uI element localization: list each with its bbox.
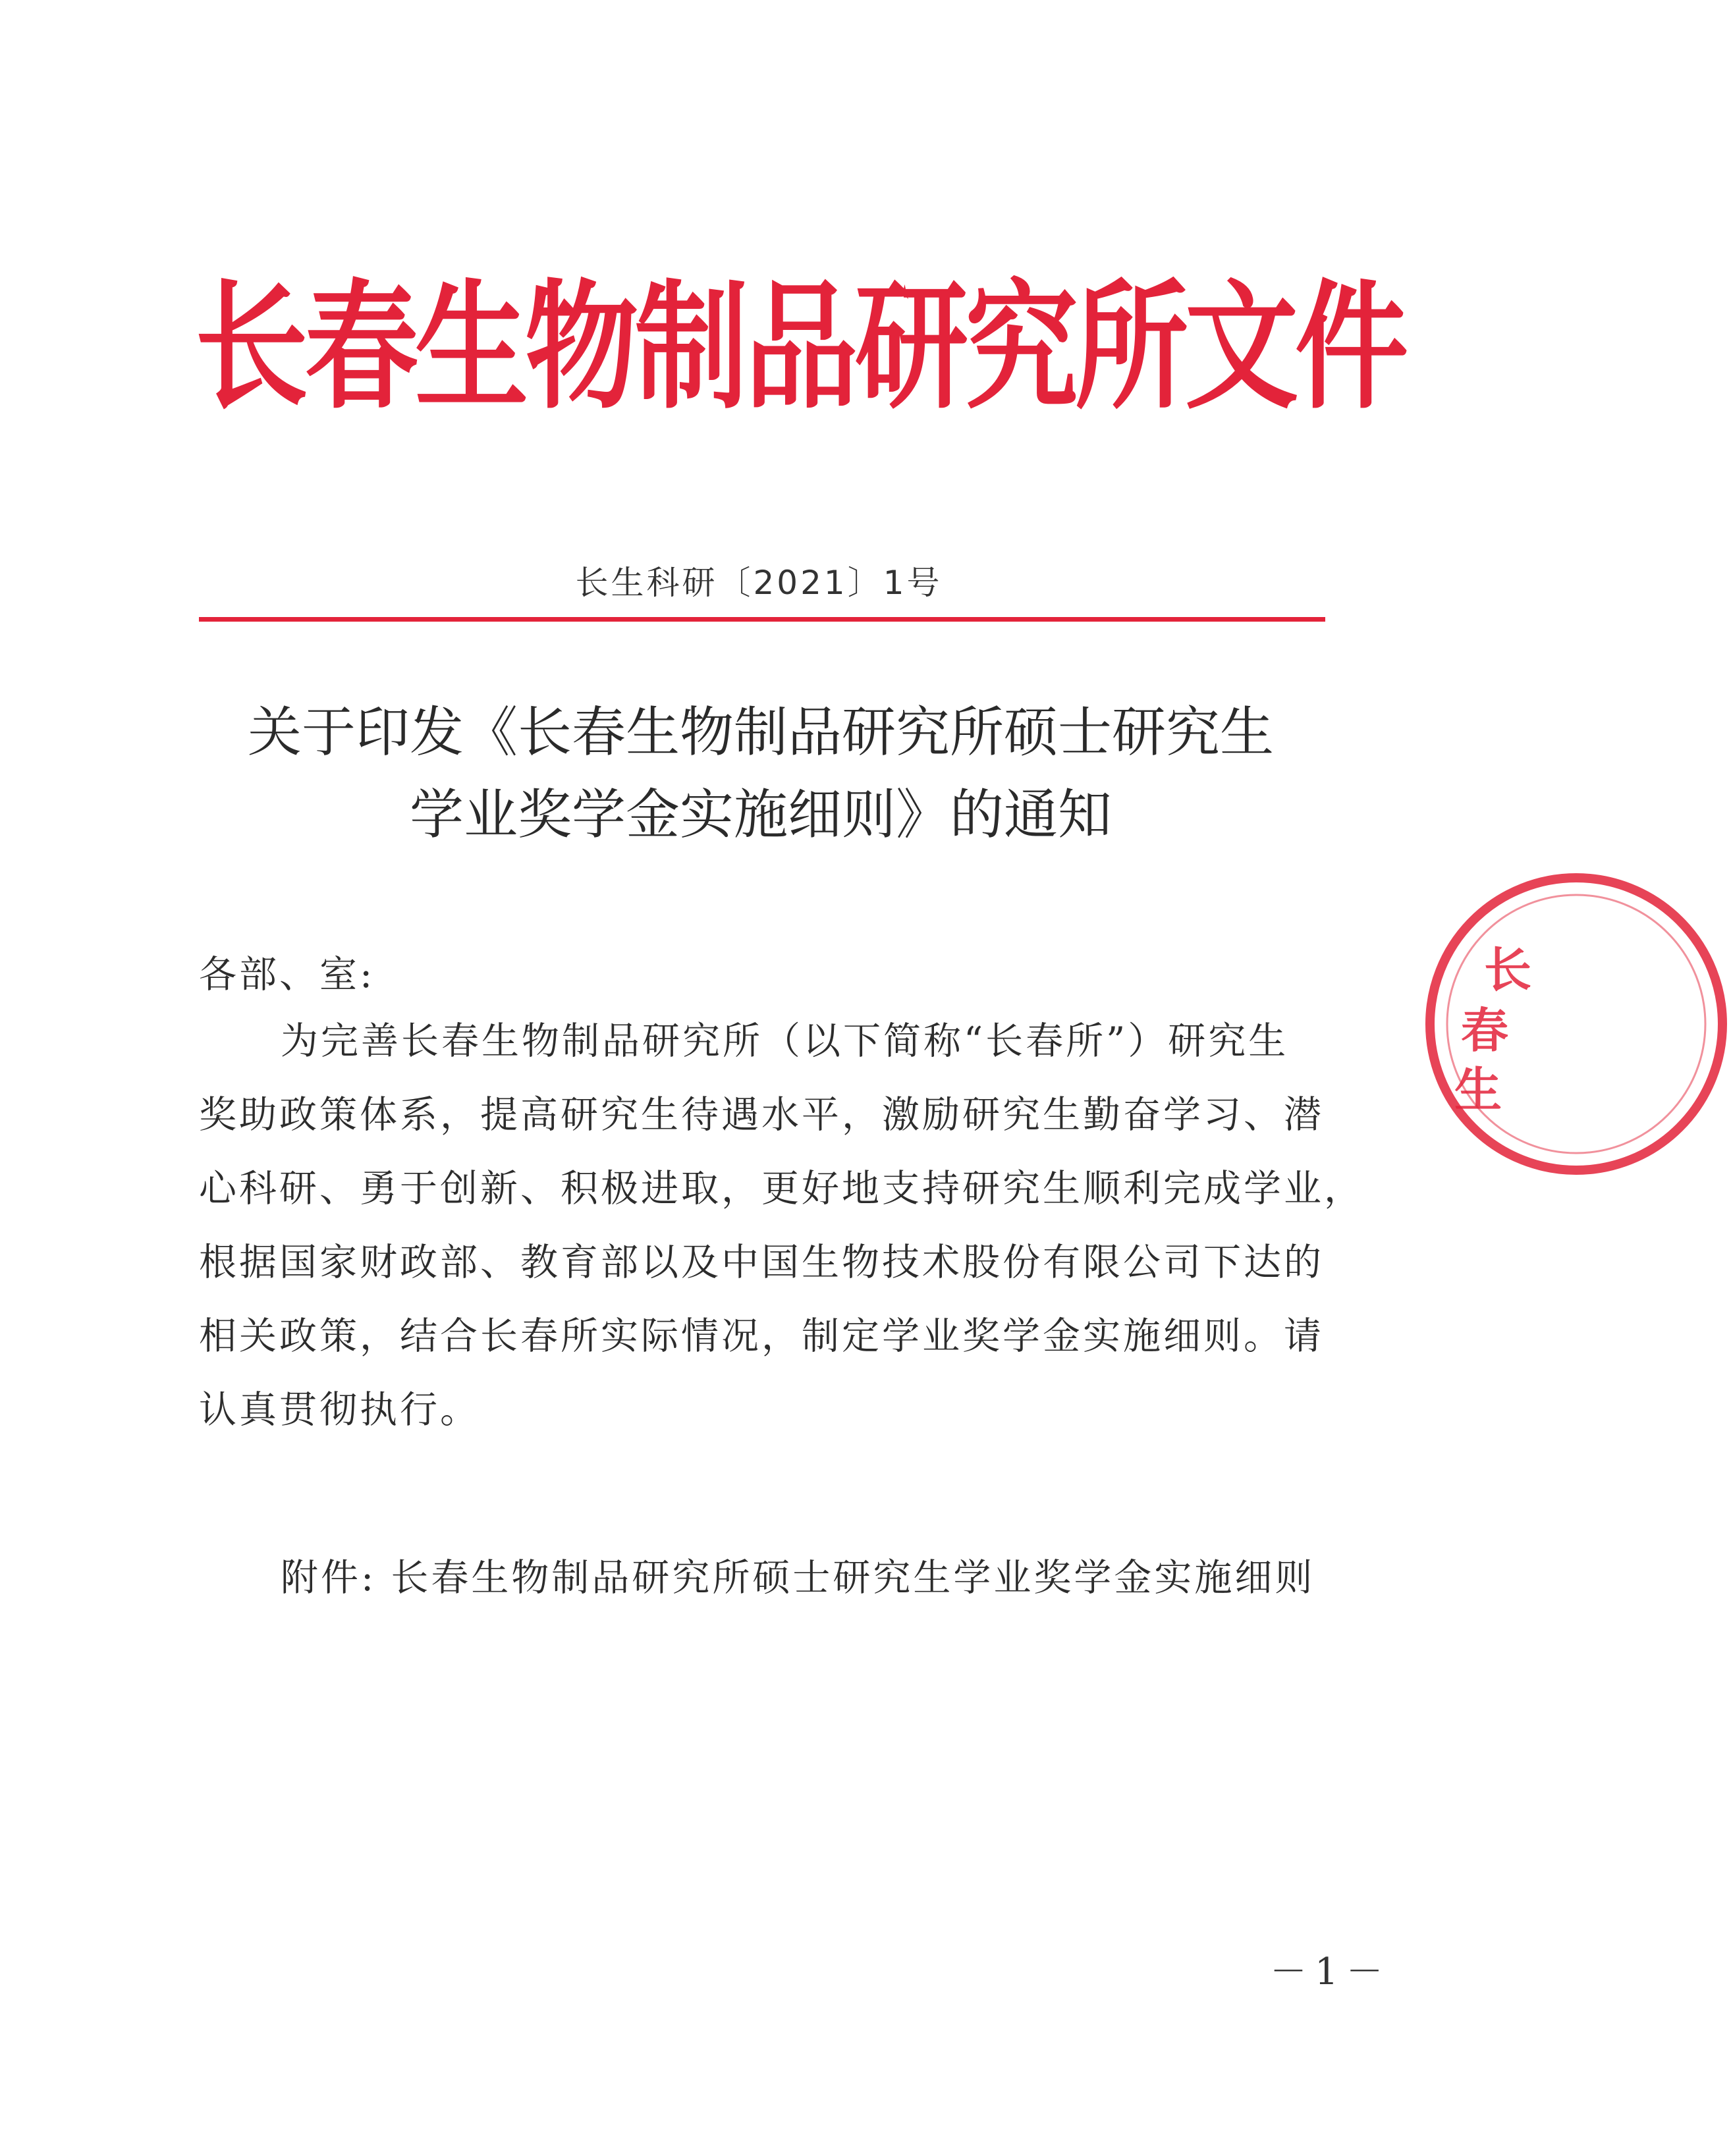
red-divider-line: [199, 617, 1325, 622]
paragraph-line: 根据国家财政部、教育部以及中国生物技术股份有限公司下达的: [199, 1241, 1324, 1284]
document-number: 长生科研〔2021〕1号: [575, 564, 943, 602]
document-title: [171, 691, 1350, 856]
svg-text:长: 长: [1484, 942, 1532, 998]
title-line-1: 关于印发《长春生物制品研究所硕士研究生: [247, 701, 1274, 764]
page-number: －1－: [1270, 1951, 1391, 1993]
title-line-2: 学业奖学金实施细则》的通知: [409, 784, 1112, 846]
paragraph-line: 为完善长春生物制品研究所（以下简称“长春所”）研究生: [281, 1019, 1289, 1063]
svg-text:生: 生: [1454, 1062, 1502, 1118]
body-paragraph: [199, 1004, 1365, 1447]
paragraph-line: 认真贯彻执行。: [199, 1388, 480, 1432]
paragraph-line: 心科研、勇于创新、积极进取，更好地支持研究生顺利完成学业，: [199, 1167, 1364, 1210]
paragraph-line: 奖助政策体系，提高研究生待遇水平，激励研究生勤奋学习、潜: [199, 1093, 1324, 1137]
masthead-title: 长春生物制品研究所文件: [195, 266, 1405, 428]
paragraph-line: 相关政策，结合长春所实际情况，制定学业奖学金实施细则。请: [199, 1314, 1324, 1358]
official-seal-stamp: [1421, 869, 1731, 1179]
svg-text:春: 春: [1461, 1003, 1509, 1058]
salutation: 各部、室:: [199, 953, 375, 996]
attachment-line: 附件: 长春生物制品研究所硕士研究生学业奖学金实施细则: [281, 1556, 1315, 1600]
